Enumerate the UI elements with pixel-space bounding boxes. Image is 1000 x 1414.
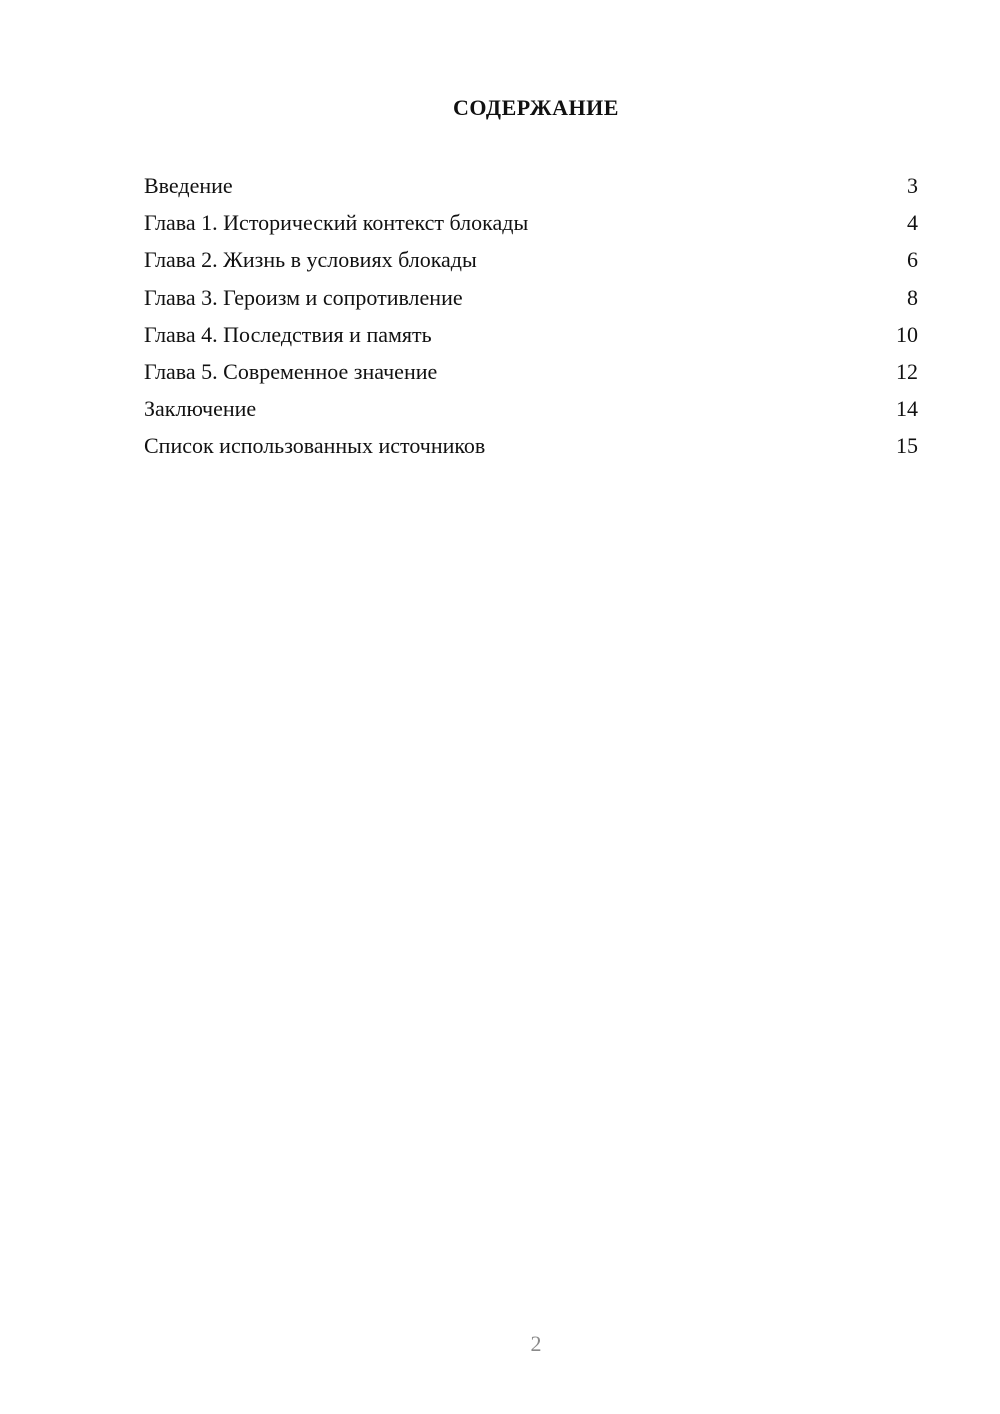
toc-entry-references: [144, 427, 918, 464]
table-of-contents: [144, 167, 918, 465]
toc-entry-chapter-3: [144, 279, 918, 316]
toc-entry-label: Глава 3. Героизм и сопротивление: [144, 284, 463, 310]
page-number: 2: [530, 1331, 542, 1356]
toc-entry-introduction: [144, 167, 918, 204]
toc-entry-page: 4: [907, 210, 918, 236]
toc-entry-chapter-2: [144, 241, 918, 278]
toc-entry-chapter-4: [144, 316, 918, 353]
toc-entry-page: 3: [907, 173, 918, 198]
toc-entry-label: Глава 4. Последствия и память: [144, 321, 432, 347]
toc-title: СОДЕРЖАНИЕ: [453, 95, 619, 120]
toc-entry-label: Глава 5. Современное значение: [144, 358, 438, 384]
toc-entry-chapter-5: [144, 353, 918, 390]
toc-entry-label: Заключение: [144, 396, 257, 422]
toc-entry-page: 15: [896, 433, 918, 459]
toc-entry-page: 8: [907, 284, 918, 310]
toc-entry-chapter-1: [144, 204, 918, 241]
toc-entry-page: 10: [896, 321, 918, 347]
toc-entry-page: 12: [896, 358, 918, 384]
toc-entry-conclusion: [144, 390, 918, 427]
toc-entry-label: Глава 2. Жизнь в условиях блокады: [144, 247, 477, 273]
toc-entry-label: Глава 1. Исторический контекст блокады: [144, 210, 529, 236]
toc-entry-page: 6: [907, 247, 918, 273]
toc-entry-page: 14: [896, 396, 918, 422]
toc-entry-label: Введение: [144, 173, 233, 198]
toc-entry-label: Список использованных источников: [144, 433, 486, 459]
